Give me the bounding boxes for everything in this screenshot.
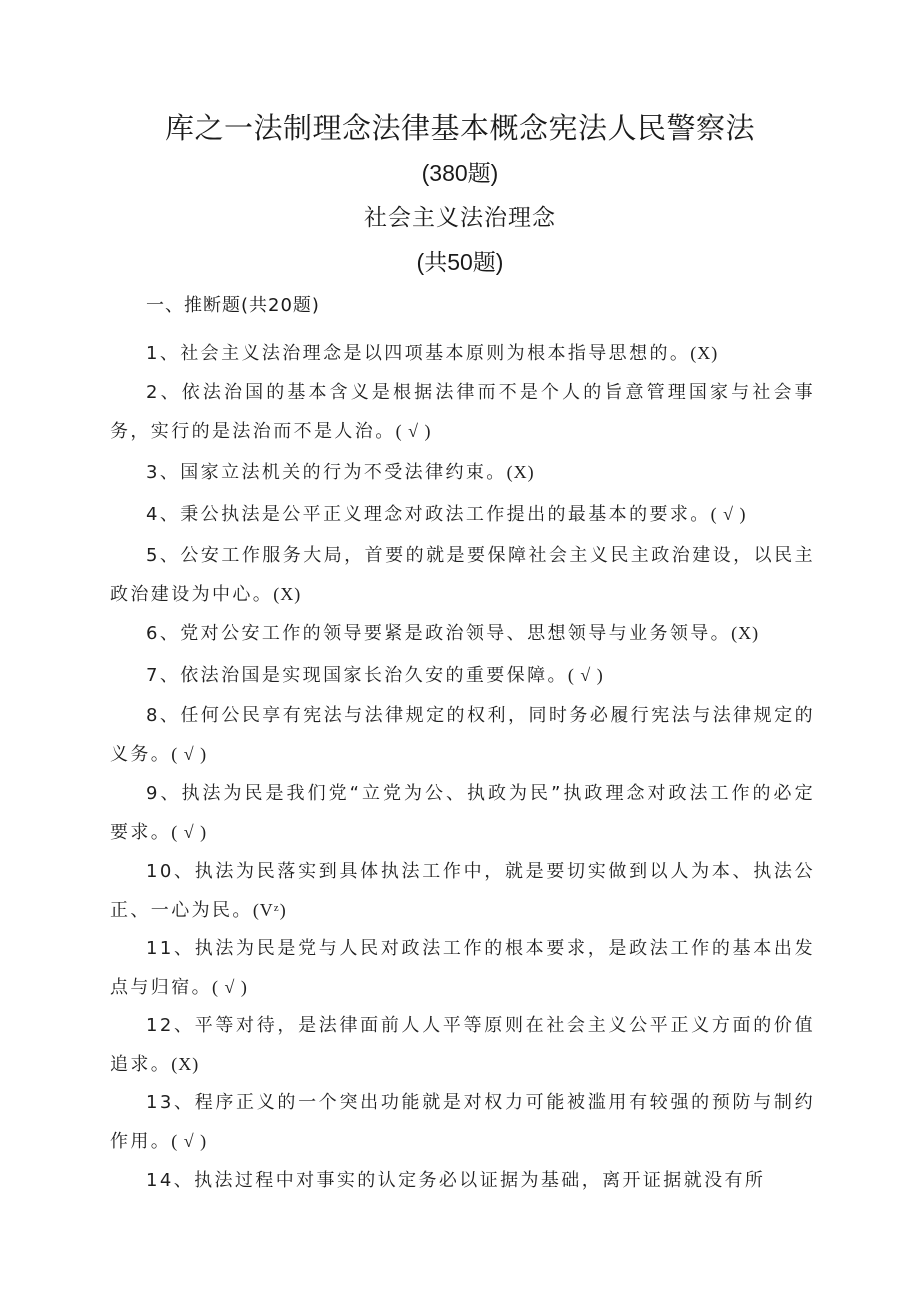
question-answer: (Vᶻ) [252, 900, 287, 920]
question-text: 任何公民享有宪法与法律规定的权利，同时务必履行宪法与法律规定的义务。 [110, 705, 815, 765]
question-number: 9、 [146, 783, 182, 804]
question-answer: (X) [506, 462, 535, 482]
question-item-5 [110, 537, 815, 614]
question-number: 1、 [146, 343, 181, 364]
question-number: 11、 [146, 938, 195, 959]
question-answer: ( √ ) [710, 504, 747, 524]
question-answer: (X) [171, 1054, 200, 1074]
question-item-13 [110, 1084, 815, 1161]
section-title: 社会主义法治理念 [364, 205, 556, 231]
question-item-2 [110, 374, 815, 451]
question-number: 4、 [146, 504, 181, 525]
question-number: 2、 [146, 382, 182, 403]
question-text: 社会主义法治理念是以四项基本原则为根本指导思想的。 [180, 343, 691, 364]
question-number: 5、 [146, 545, 181, 566]
question-item-11 [110, 930, 815, 1007]
question-text: 依法治国是实现国家长治久安的重要保障。 [180, 665, 568, 686]
question-answer: (X) [690, 343, 719, 363]
question-text: 党对公安工作的领导要紧是政治领导、思想领导与业务领导。 [180, 623, 732, 644]
question-answer: ( √ ) [171, 744, 208, 764]
question-answer: ( √ ) [212, 977, 248, 997]
question-number: 12、 [146, 1015, 195, 1036]
question-text: 程序正义的一个突出功能就是对权力可能被滥用有较强的预防与制约作用。 [110, 1092, 816, 1152]
question-item-3 [110, 453, 815, 492]
question-item-8 [110, 697, 815, 774]
question-item-6 [110, 614, 815, 653]
question-number: 8、 [146, 705, 181, 726]
question-answer: ( √ ) [567, 665, 604, 685]
question-answer: (X) [273, 584, 302, 604]
question-answer: ( √ ) [171, 822, 208, 842]
question-text: 执法为民是党与人民对政法工作的根本要求，是政法工作的基本出发点与归宿。 [110, 938, 816, 998]
document-title: 库之一法制理念法律基本概念宪法人民警察法 [164, 111, 755, 145]
question-text: 平等对待，是法律面前人人平等原则在社会主义公平正义方面的价值追求。 [110, 1015, 816, 1075]
subsection-heading: 一、推断题(共20题) [146, 295, 320, 316]
question-item-4 [110, 495, 815, 534]
question-item-10 [110, 853, 815, 930]
question-number: 14、 [146, 1170, 195, 1191]
question-number: 10、 [146, 861, 195, 882]
question-item-14 [110, 1161, 815, 1200]
question-text: 国家立法机关的行为不受法律约束。 [180, 462, 507, 483]
question-text: 执法过程中对事实的认定务必以证据为基础，离开证据就没有所 [194, 1170, 766, 1191]
question-text: 执法为民落实到具体执法工作中，就是要切实做到以人为本、执法公正、一心为民。 [110, 861, 816, 921]
question-text: 秉公执法是公平正义理念对政法工作提出的最基本的要求。 [180, 504, 711, 525]
question-number: 13、 [146, 1092, 195, 1113]
question-text: 依法治国的基本含义是根据法律而不是个人的旨意管理国家与社会事务，实行的是法治而不是人治。 [110, 382, 815, 442]
question-item-1 [110, 334, 815, 373]
question-number: 3、 [146, 462, 181, 483]
question-answer: ( √ ) [395, 421, 432, 441]
question-number: 7、 [146, 665, 181, 686]
question-answer: ( √ ) [171, 1131, 208, 1151]
question-item-7 [110, 656, 815, 695]
question-item-9 [110, 775, 815, 852]
question-number: 6、 [146, 623, 181, 644]
section-question-count: (共50题) [416, 249, 504, 275]
question-item-12 [110, 1007, 815, 1084]
question-text: 执法为民是我们党“立党为公、执政为民”执政理念对政法工作的必定要求。 [110, 783, 815, 843]
document-question-count: (380题) [421, 160, 499, 186]
question-answer: (X) [731, 623, 760, 643]
question-text: 公安工作服务大局，首要的就是要保障社会主义民主政治建设，以民主政治建设为中心。 [110, 545, 815, 605]
